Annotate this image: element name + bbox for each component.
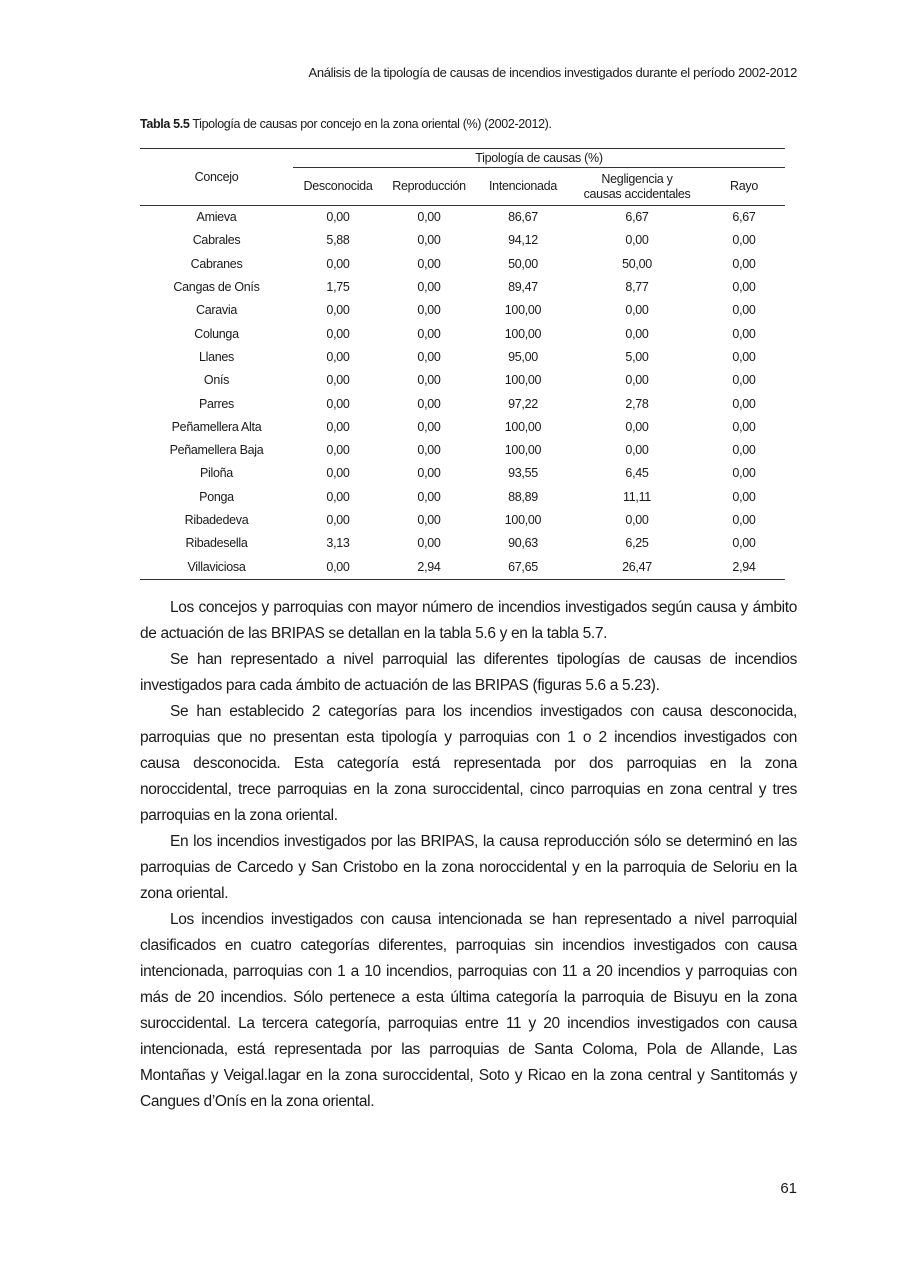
cell-reproduccion: 0,00 [417, 256, 441, 271]
cell-intencionada: 95,00 [508, 349, 538, 364]
paragraph [140, 595, 797, 647]
cell-concejo: Cabranes [190, 256, 243, 271]
paragraph-line: investigados para cada ámbito de actuación de las BRIPAS (figuras 5.6 a 5.23). [140, 677, 660, 694]
cell-rayo: 0,00 [732, 419, 756, 434]
cell-desconocida: 5,88 [326, 233, 350, 248]
cell-negligencia: 5,00 [625, 349, 649, 364]
header-rayo: Rayo [703, 168, 785, 206]
cell-desconocida: 1,75 [326, 280, 350, 295]
table-caption-text: Tipología de causas por concejo en la zona oriental (%) (2002-2012). [189, 117, 552, 131]
cell-negligencia: 6,25 [625, 536, 649, 551]
cell-intencionada: 67,65 [475, 555, 571, 579]
cell-rayo: 0,00 [732, 536, 756, 551]
paragraph-line: intencionada, parroquias con 1 a 10 incendios, parroquias con 11 a 20 incendios y parroquias con [140, 963, 797, 980]
cell-intencionada: 100,00 [504, 326, 542, 341]
cell-desconocida: 0,00 [326, 303, 350, 318]
table-row [140, 322, 785, 345]
cell-intencionada: 90,63 [508, 536, 538, 551]
table-row [140, 392, 785, 415]
running-header: Análisis de la tipología de causas de incendios investigados durante el período 2002-2012 [308, 65, 797, 80]
cell-desconocida: 0,00 [326, 349, 350, 364]
cell-desconocida: 0,00 [326, 256, 350, 271]
paragraph-line: Los incendios investigados con causa intencionada se han representado a nivel parroquial [170, 911, 797, 928]
paragraph-line: parroquias de Carcedo y San Cristobo en la zona noroccidental y en la parroquia de Seloriu en la [140, 859, 797, 876]
cell-negligencia: 0,00 [625, 513, 649, 527]
cell-desconocida: 0,00 [326, 466, 350, 481]
cell-rayo: 0,00 [732, 326, 756, 341]
cell-concejo: Parres [198, 396, 235, 411]
paragraph-line: Los concejos y parroquias con mayor número de incendios investigados según causa y ámbito [170, 599, 797, 616]
header-negligencia-line2: causas accidentales [583, 186, 691, 201]
cell-negligencia: 26,47 [571, 555, 703, 579]
cell-negligencia: 0,00 [625, 233, 649, 248]
header-concejo: Concejo [140, 149, 293, 206]
table-row [140, 276, 785, 299]
cell-concejo: Ribadedeva [184, 513, 249, 527]
paragraph-line: más de 20 incendios. Sólo pertenece a esta última categoría la parroquia de Bisuyu en la zona [140, 989, 797, 1006]
table-caption [140, 117, 552, 131]
cell-concejo: Cangas de Onís [173, 280, 260, 295]
paragraph-line: de actuación de las BRIPAS se detallan en la tabla 5.6 y en la tabla 5.7. [140, 625, 608, 642]
table-caption-label: Tabla 5.5 [140, 117, 190, 131]
cell-rayo: 2,94 [703, 555, 785, 579]
paragraph-line: zona oriental. [140, 885, 229, 902]
paragraph-line: Cangues d’Onís en la zona oriental. [140, 1093, 375, 1110]
cell-reproduccion: 0,00 [417, 326, 441, 341]
cell-desconocida: 0,00 [326, 419, 350, 434]
cell-rayo: 6,67 [732, 210, 756, 225]
paragraph-line: En los incendios investigados por las BRIPAS, la causa reproducción sólo se determinó en las [170, 833, 797, 850]
cell-rayo: 0,00 [732, 256, 756, 271]
cell-concejo: Piloña [200, 466, 233, 481]
cell-rayo: 0,00 [732, 280, 756, 295]
cell-intencionada: 100,00 [504, 513, 542, 527]
cell-intencionada: 100,00 [504, 419, 542, 434]
cell-intencionada: 86,67 [508, 210, 538, 225]
table-row [140, 462, 785, 485]
paragraph-line: Se han establecido 2 categorías para los incendios investigados con causa desconocida, [170, 703, 797, 720]
header-intencionada: Intencionada [475, 168, 571, 206]
cell-concejo: Llanes [198, 349, 235, 364]
cell-desconocida: 0,00 [326, 210, 350, 225]
cell-reproduccion: 0,00 [417, 303, 441, 318]
cell-reproduccion: 2,94 [383, 555, 475, 579]
cell-intencionada: 89,47 [508, 280, 538, 295]
cell-concejo: Colunga [194, 326, 239, 341]
cell-rayo: 0,00 [732, 303, 756, 318]
cell-intencionada: 100,00 [504, 443, 542, 458]
cell-desconocida: 0,00 [326, 396, 350, 411]
cell-negligencia: 11,11 [623, 489, 651, 504]
cell-rayo: 0,00 [732, 233, 756, 248]
cell-rayo: 0,00 [732, 396, 756, 411]
cell-concejo: Ribadesella [185, 536, 248, 551]
cell-desconocida: 0,00 [293, 555, 383, 579]
cell-intencionada: 94,12 [508, 233, 538, 248]
table-row [140, 206, 785, 230]
cell-reproduccion: 0,00 [417, 349, 441, 364]
cell-desconocida: 0,00 [326, 489, 350, 504]
cell-rayo: 0,00 [732, 489, 756, 504]
cell-desconocida: 0,00 [326, 513, 350, 527]
cell-negligencia: 2,78 [625, 396, 649, 411]
cell-negligencia: 0,00 [625, 303, 649, 318]
cell-concejo: Cabrales [192, 233, 241, 248]
cell-reproduccion: 0,00 [417, 396, 441, 411]
cell-reproduccion: 0,00 [417, 280, 441, 295]
cell-concejo: Onís [203, 373, 230, 388]
table-row [140, 346, 785, 369]
paragraph [140, 829, 797, 907]
cell-negligencia: 8,77 [625, 280, 649, 295]
cell-intencionada: 88,89 [508, 489, 538, 504]
paragraph-line: Se han representado a nivel parroquial las diferentes tipologías de causas de incendios [170, 651, 797, 668]
header-desconocida: Desconocida [293, 168, 383, 206]
cell-rayo: 0,00 [732, 513, 756, 527]
cell-reproduccion: 0,00 [417, 513, 441, 527]
paragraph-line: parroquias que no presentan esta tipología y parroquias con 1 o 2 incendios investigados con [140, 729, 797, 746]
cell-reproduccion: 0,00 [417, 536, 441, 551]
table-row [140, 299, 785, 322]
cell-rayo: 0,00 [732, 373, 756, 388]
table-row [140, 439, 785, 462]
cell-desconocida: 0,00 [326, 373, 350, 388]
paragraph-line: clasificados en cuatro categorías diferentes, parroquias sin incendios investigados con causa [140, 937, 797, 954]
paragraph-line: Montañas y Veigal.lagar en la zona suroccidental, Soto y Ricao en la zona central y Santitomás y [140, 1067, 797, 1084]
cell-reproduccion: 0,00 [417, 210, 441, 225]
cell-negligencia: 0,00 [625, 326, 649, 341]
table-row [140, 416, 785, 439]
cell-intencionada: 100,00 [504, 303, 542, 318]
header-negligencia-line1: Negligencia y [601, 171, 673, 186]
table-row [140, 486, 785, 509]
cell-rayo: 0,00 [732, 466, 756, 481]
cell-reproduccion: 0,00 [417, 443, 441, 458]
paragraph-line: noroccidental, trece parroquias en la zona suroccidental, cinco parroquias en zona central y tres [140, 781, 797, 798]
paragraph-line: causa desconocida. Esta categoría está representada por dos parroquias en la zona [140, 755, 797, 772]
cell-intencionada: 97,22 [508, 396, 538, 411]
paragraph-line: suroccidental. La tercera categoría, parroquias entre 11 y 20 incendios investigados con causa [140, 1015, 797, 1032]
paragraph-line: intencionada, está representada por las parroquias de Santa Coloma, Pola de Allande, Las [140, 1041, 797, 1058]
cell-negligencia: 50,00 [622, 256, 652, 271]
cell-concejo: Peñamellera Alta [171, 419, 262, 434]
page-number: 61 [780, 1180, 797, 1197]
cell-concejo: Amieva [196, 210, 237, 225]
cell-intencionada: 93,55 [508, 466, 538, 481]
cell-concejo: Villaviciosa [140, 555, 293, 579]
header-negligencia [571, 168, 703, 206]
cell-negligencia: 6,67 [625, 210, 649, 225]
cell-negligencia: 0,00 [625, 443, 649, 458]
cell-negligencia: 6,45 [625, 466, 649, 481]
paragraph-line: parroquias en la zona oriental. [140, 807, 338, 824]
cell-reproduccion: 0,00 [417, 466, 441, 481]
table-row [140, 532, 785, 555]
cell-desconocida: 0,00 [326, 326, 350, 341]
cell-reproduccion: 0,00 [417, 373, 441, 388]
cell-rayo: 0,00 [732, 349, 756, 364]
paragraph [140, 699, 797, 829]
cell-negligencia: 0,00 [625, 373, 649, 388]
cell-reproduccion: 0,00 [417, 233, 441, 248]
table-row [140, 229, 785, 252]
cell-intencionada: 50,00 [508, 256, 538, 271]
header-group: Tipología de causas (%) [293, 149, 785, 168]
paragraph [140, 647, 797, 699]
cell-rayo: 0,00 [732, 443, 756, 458]
header-reproduccion: Reproducción [383, 168, 475, 206]
causes-table [140, 148, 785, 580]
body-text [140, 595, 797, 1115]
cell-desconocida: 3,13 [326, 536, 350, 551]
cell-concejo: Ponga [199, 489, 234, 504]
cell-reproduccion: 0,00 [417, 489, 441, 504]
table-row [140, 509, 785, 532]
table-row [140, 369, 785, 392]
cell-reproduccion: 0,00 [417, 419, 441, 434]
cell-negligencia: 0,00 [625, 419, 649, 434]
cell-concejo: Peñamellera Baja [169, 443, 264, 458]
paragraph [140, 907, 797, 1115]
table-row [140, 555, 785, 579]
cell-concejo: Caravia [196, 303, 237, 318]
cell-intencionada: 100,00 [504, 373, 542, 388]
table-row [140, 253, 785, 276]
cell-desconocida: 0,00 [326, 443, 350, 458]
